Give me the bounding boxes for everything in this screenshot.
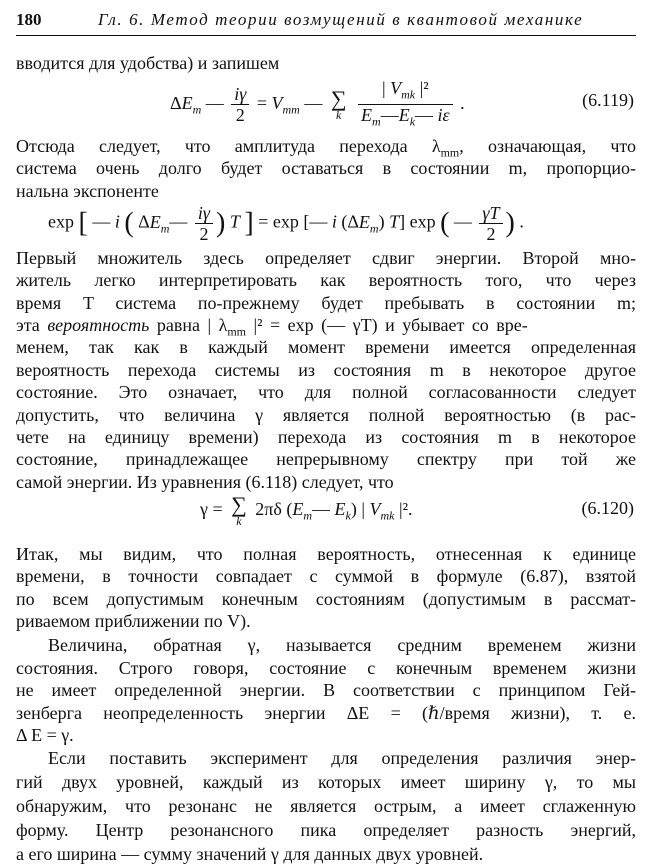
text-line: риваемом приближении по V). bbox=[16, 611, 251, 632]
text-line: житель легко интерпретировать как вероятность того, что через bbox=[16, 270, 636, 291]
running-title: Гл. 6. Метод теории возмущений в квантовой механике bbox=[98, 10, 584, 29]
equation-label-6-119: (6.119) bbox=[582, 89, 634, 110]
text-line: вводится для удобства) и запишем bbox=[16, 53, 280, 73]
text-line: по всем допустимым конечным состояниям (допустимым в рассмат- bbox=[16, 588, 636, 609]
text-line: допустить, что величина γ является полной вероятностью (в рас- bbox=[16, 404, 636, 425]
equation-6-120: γ = ∑ k 2πδ ($E_m—$ $E_k$) | $V_{mk}$ |². bbox=[200, 491, 413, 528]
equation-exponent: exp [ — i ( $\Delta E_m—$ $\frac{i\gamma}{2}$ ) T ] = exp [— i $(\Delta E_m)$ T] exp ( — $\frac{\gamma T}{2}$ ) . bbox=[48, 203, 524, 245]
text-line: система очень долго будет оставаться в состоянии m, пропорцио- bbox=[16, 158, 636, 179]
text-line: гий двух уровней, каждый из которых имеет ширину γ, то мы bbox=[16, 772, 636, 792]
text-line: эта вероятность равна | $\lambda_{mm}$ |² = exp (— γT) и убывает со вре- bbox=[16, 314, 528, 339]
text-line: зенберга неопределенность энергии ΔE = (ℏ/время жизни), т. е. bbox=[16, 702, 636, 723]
text-line: форму. Центр резонансного пика определяет разность энергий, bbox=[16, 820, 636, 840]
text-line: самой энергии. Из уравнения (6.118) следует, что bbox=[16, 471, 394, 492]
text-line: Δ E = γ. bbox=[16, 725, 74, 745]
equation-label-6-120: (6.120) bbox=[581, 498, 634, 518]
equation-6-119: $\Delta E_m$ — $\frac{i\gamma}{2}$ = $V_{mm}$ — ∑ k $\frac{| V_{mk} |^2}{E_m—E_k— i\varepsilon}$ . bbox=[170, 77, 465, 129]
text-line: менем, так как в каждый момент времени имеется определенная bbox=[16, 337, 636, 358]
text-line: не имеет определенной энергии. В соответствии с принципом Гей- bbox=[16, 680, 636, 701]
text-line: состояния. Строго говоря, состояние с конечным временем жизни bbox=[16, 657, 636, 678]
header-rule bbox=[16, 35, 636, 36]
text-line: состояние, принадлежащее непрерывному спектру при той же bbox=[16, 449, 636, 470]
text-line: Отсюда следует, что амплитуда перехода $\lambda_{mm}$, означающая, что bbox=[16, 135, 636, 160]
text-line: обнаружим, что резонанс не является острым, а имеет сглаженную bbox=[16, 796, 636, 816]
text-line: времени, в точности совпадает с суммой в формуле (6.87), взятой bbox=[16, 566, 636, 587]
text-line: нальна экспоненте bbox=[16, 180, 159, 201]
text-line: Величина, обратная γ, называется средним временем жизни bbox=[48, 635, 636, 656]
page-number: 180 bbox=[16, 10, 42, 29]
text-line: Первый множитель здесь определяет сдвиг энергии. Второй мно- bbox=[16, 247, 636, 268]
text-line: время T система по-прежнему будет пребывать в состоянии m; bbox=[16, 292, 636, 313]
text-line: вероятность перехода системы из состояния m в некоторое другое bbox=[16, 359, 636, 380]
text-line: состояние. Это означает, что для полной согласованности следует bbox=[16, 382, 636, 403]
text-line: Итак, мы видим, что полная вероятность, отнесенная к единице bbox=[16, 544, 636, 565]
running-header bbox=[16, 8, 636, 34]
text-line: а его ширина — сумму значений γ для данных двух уровней. bbox=[16, 844, 484, 864]
text-line: Если поставить эксперимент для определения различия энер- bbox=[48, 748, 636, 768]
text-line: чете на единицу времени) перехода из состояния m в некоторое bbox=[16, 426, 636, 447]
